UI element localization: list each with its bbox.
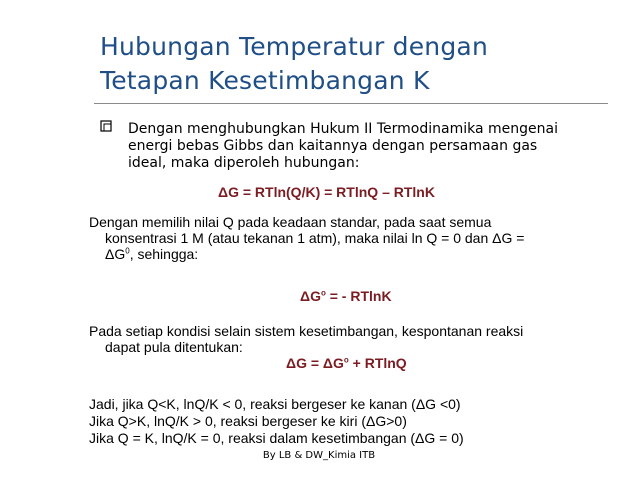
equation-1: ΔG = RTln(Q/K) = RTlnQ – RTlnK [218,184,435,200]
para1-line-1: Dengan memilih nilai Q pada keadaan standar, pada saat semua [89,214,492,230]
paragraph-spontaneity [89,323,609,355]
title-line-2: Tetapan Kesetimbangan K [100,66,430,95]
para1-line-2: konsentrasi 1 M (atau tekanan 1 atm), maka nilai ln Q = 0 dan ΔG = [105,230,525,246]
bullet-line-2: energi bebas Gibbs dan kaitannya dengan persamaan gas [128,138,538,154]
slide-title [100,30,610,98]
bullet-line-3: ideal, maka diperoleh hubungan: [128,155,360,171]
slide-footer: By LB & DW_Kimia ITB [262,450,376,461]
eq3-pre: ΔG = ΔG [286,355,344,371]
para1-line-3-post: , sehingga: [129,246,199,262]
bullet-line-1: Dengan menghubungkan Hukum II Termodinamika mengenai [128,121,558,137]
eq3-post: + RTlnQ [348,355,407,371]
equation-2 [300,288,392,304]
para1-line-3 [89,246,609,262]
equation-3 [286,355,407,371]
para1-line-3-sup: 0 [125,246,130,256]
para2-line-2: dapat pula ditentukan: [105,339,243,355]
para2-line-1: Pada setiap kondisi selain sistem kesetimbangan, kespontanan reaksi [89,323,524,339]
title-line-1: Hubungan Temperatur dengan [100,32,488,61]
conclusion-line-3: Jika Q = K, lnQ/K = 0, reaksi dalam kesetimbangan (ΔG = 0) [89,430,464,446]
eq2-post: = - RTlnK [325,288,392,304]
title-divider [94,103,608,104]
conclusion-line-2: Jika Q>K, lnQ/K > 0, reaksi bergeser ke kiri (ΔG>0) [89,413,407,429]
hollow-square-bullet-icon [100,120,112,132]
bullet-text [128,121,618,172]
paragraph-standard-state [89,214,609,262]
eq3-sup: o [343,355,349,365]
conclusion-line-1: Jadi, jika Q<K, lnQ/K < 0, reaksi bergeser ke kanan (ΔG <0) [89,396,461,412]
para1-line-3-pre: ΔG [105,246,126,262]
eq2-sup: o [320,288,326,298]
eq2-pre: ΔG [300,288,321,304]
